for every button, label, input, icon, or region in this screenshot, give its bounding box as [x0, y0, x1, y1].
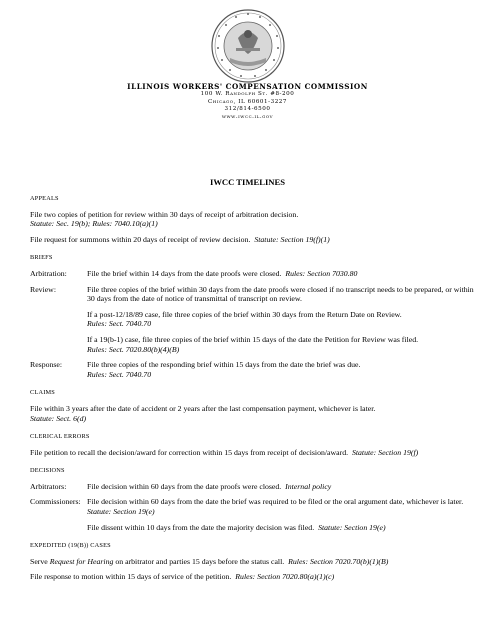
address-line-2: Chicago, IL 60601-3227 — [207, 98, 288, 105]
appeals-paragraph-1 — [30, 210, 480, 229]
decisions-arbitrators-citation: Internal policy — [285, 481, 332, 491]
briefs-arbitration-label: Arbitration: — [30, 268, 67, 278]
clerical-text: File petition to recall the decision/award for correction within 15 days from receipt of decision/award. — [30, 447, 349, 457]
decisions-commissioners-label: Commissioners: — [30, 497, 81, 507]
appeals-paragraph-2 — [30, 235, 480, 245]
section-heading-appeals: APPEALS — [30, 195, 59, 202]
section-heading-claims: CLAIMS — [30, 389, 55, 397]
briefs-review-paragraph-3 — [87, 335, 480, 354]
briefs-arbitration-citation: Rules: Section 7030.80 — [285, 268, 358, 278]
appeals-citation-2: Statute: Section 19(f)(1) — [254, 234, 330, 244]
expedited-text-1: on arbitrator and parties 15 days before the status call. — [115, 556, 285, 566]
expedited-request-for-hearing: Request for Hearing — [49, 556, 114, 566]
appeals-citation-1: Statute: Sec. 19(b); Rules: 7040.10(a)(1) — [30, 219, 158, 229]
decisions-commissioners-citation-1: Statute: Section 19(e) — [87, 507, 155, 517]
website: www.iwcc.il.gov — [221, 113, 274, 120]
address-line-1: 100 W. Randolph St. #8-200 — [200, 91, 295, 97]
expedited-text-prefix: Serve — [30, 556, 48, 566]
org-name: ILLINOIS WORKERS' COMPENSATION COMMISSION — [127, 82, 368, 91]
briefs-response-text: File three copies of the responding brief within 15 days from the date the brief was due. — [87, 360, 361, 370]
section-heading-expedited: EXPEDITED (19(B)) CASES — [30, 542, 111, 550]
briefs-review-row — [30, 285, 480, 355]
decisions-arbitrators-label: Arbitrators: — [30, 481, 67, 491]
expedited-citation-1: Rules: Section 7020.70(b)(1)(B) — [288, 556, 389, 566]
decisions-commissioners-paragraph-2 — [87, 523, 480, 533]
decisions-commissioners-paragraph-1 — [87, 497, 480, 516]
expedited-paragraph-2 — [30, 572, 480, 582]
phone-number: 312/814-6500 — [224, 106, 271, 113]
expedited-paragraph-1 — [30, 557, 480, 567]
briefs-review-text-1: File three copies of the brief within 30 days from the date proofs were closed if no transcript needs to be prepared, or within 30 days from the date of notice of transmittal of transcript on review. — [87, 284, 474, 304]
briefs-review-label: Review: — [30, 284, 56, 294]
appeals-text-2: File request for summons within 20 days of receipt of review decision. — [30, 234, 251, 244]
decisions-commissioners-citation-2: Statute: Section 19(e) — [318, 522, 386, 532]
section-heading-decisions: DECISIONS — [30, 467, 65, 475]
expedited-text-2: File response to motion within 15 days of service of the petition. — [30, 572, 232, 582]
section-heading-clerical-errors: CLERICAL ERRORS — [30, 433, 90, 441]
briefs-review-citation-3: Rules: Sect. 7020.80(b)(4)(B) — [87, 344, 180, 354]
document-body — [30, 194, 480, 582]
decisions-arbitrators-text: File decision within 60 days from the date proofs were closed. — [87, 481, 282, 491]
briefs-arbitration-row — [30, 269, 480, 279]
state-seal-logo — [210, 8, 286, 84]
decisions-commissioners-text-2: File dissent within 10 days from the date the majority decision was filed. — [87, 522, 315, 532]
section-heading-briefs: BRIEFS — [30, 254, 53, 262]
claims-text: File within 3 years after the date of accident or 2 years after the last compensation payment, whichever is later. — [30, 403, 376, 413]
page-title: IWCC TIMELINES — [209, 177, 286, 187]
briefs-review-citation-2: Rules: Sect. 7040.70 — [87, 319, 152, 329]
claims-paragraph — [30, 404, 480, 423]
clerical-paragraph — [30, 448, 480, 458]
briefs-review-text-3: If a 19(b-1) case, file three copies of the brief within 15 days of the date the Petition for Review was filed. — [87, 334, 419, 344]
appeals-text-1: File two copies of petition for review within 30 days of receipt of arbitration decision. — [30, 209, 299, 219]
briefs-response-label: Response: — [30, 360, 63, 370]
decisions-commissioners-text-1: File decision within 60 days from the date the brief was required to be filed or the oral argument date, whichever is later. — [87, 497, 464, 507]
decisions-arbitrators-row — [30, 482, 480, 492]
briefs-response-citation: Rules: Sect. 7040.70 — [87, 369, 152, 379]
briefs-review-paragraph-2 — [87, 310, 480, 329]
briefs-review-text-2: If a post-12/18/89 case, file three copies of the brief within 30 days from the Return Date on Review. — [87, 309, 402, 319]
briefs-response-row — [30, 360, 480, 379]
expedited-citation-2: Rules: Section 7020.80(a)(1)(c) — [235, 572, 335, 582]
decisions-commissioners-row — [30, 497, 480, 532]
clerical-citation: Statute: Section 19(f) — [351, 447, 419, 457]
letterhead — [0, 82, 495, 121]
briefs-arbitration-text: File the brief within 14 days from the date proofs were closed. — [87, 268, 282, 278]
claims-citation: Statute: Sect. 6(d) — [30, 413, 87, 423]
